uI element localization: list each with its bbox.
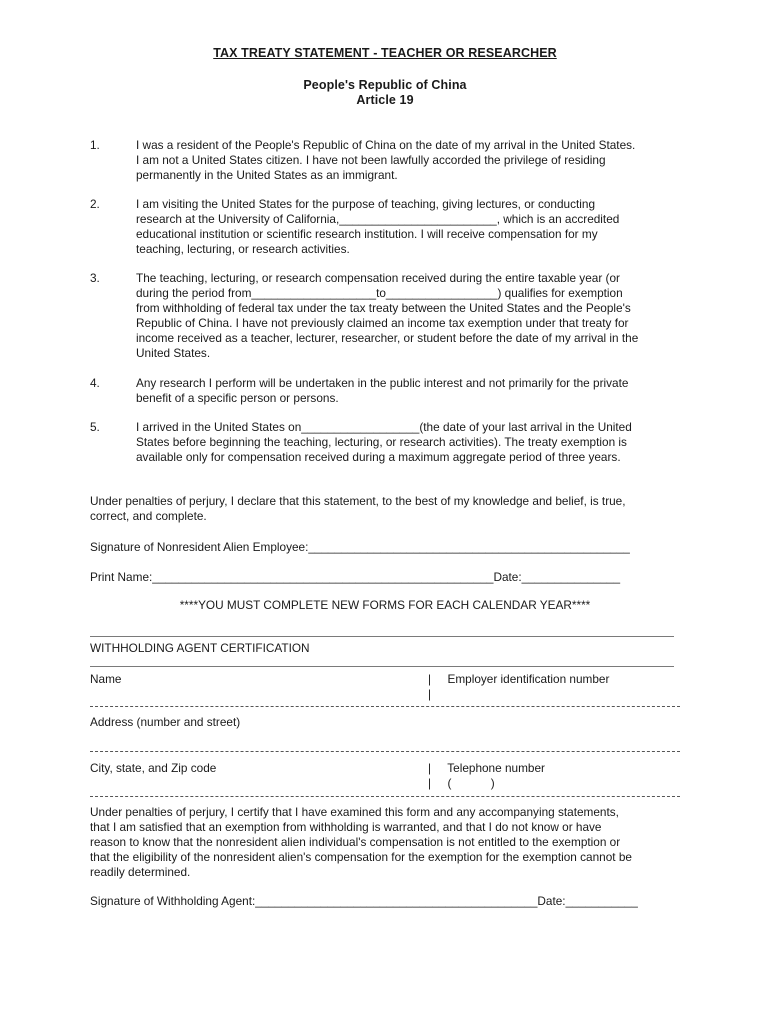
- ein-field[interactable]: | Employer identification number: [428, 672, 610, 686]
- item-line: benefit of a specific person or persons.: [136, 391, 339, 405]
- agent-name-field[interactable]: Name: [90, 672, 122, 686]
- certification-line: Under penalties of perjury, I certify that I have examined this form and any accompanying statements,: [90, 805, 619, 819]
- country-subtitle: People's Republic of China: [303, 78, 467, 92]
- item-text: [136, 138, 692, 183]
- item-line: educational institution or scientific research institution. I will receive compensation for my: [136, 227, 598, 241]
- item-number: 4.: [90, 376, 100, 390]
- item-line: permanently in the United States as an immigrant.: [136, 168, 398, 182]
- item-text: [136, 197, 692, 257]
- dashed-divider: [90, 751, 680, 752]
- declaration-text: [90, 494, 690, 524]
- article-subtitle: Article 19: [356, 93, 414, 107]
- section-divider: [90, 666, 674, 667]
- agent-city-field[interactable]: City, state, and Zip code: [90, 761, 217, 775]
- dashed-divider: [90, 796, 680, 797]
- item-line: income received as a teacher, lecturer, researcher, or student before the date of my arrival in the: [136, 331, 639, 345]
- certification-line: that the eligibility of the nonresident alien's compensation for the exemption for the exemption cannot be: [90, 850, 632, 864]
- item-text: [136, 376, 692, 406]
- university-field-line[interactable]: research at the University of California,________________________, which is an accredited: [136, 212, 620, 226]
- certification-line: that I am satisfied that an exemption from withholding is warranted, and that I do not know or have: [90, 820, 602, 834]
- declaration-line: correct, and complete.: [90, 509, 207, 523]
- telephone-field[interactable]: | Telephone number: [428, 761, 545, 775]
- item-line: United States.: [136, 346, 211, 360]
- dashed-divider: [90, 706, 680, 707]
- calendar-year-notice: ****YOU MUST COMPLETE NEW FORMS FOR EACH CALENDAR YEAR****: [179, 598, 591, 612]
- item-line: States before beginning the teaching, lecturing, or research activities). The treaty exemption is: [136, 435, 627, 449]
- telephone-parens: | ( ): [428, 776, 495, 790]
- column-separator: |: [428, 687, 432, 701]
- declaration-line: Under penalties of perjury, I declare that this statement, to the best of my knowledge and belief, is true,: [90, 494, 626, 508]
- certification-line: readily determined.: [90, 865, 191, 879]
- arrival-date-field-line[interactable]: I arrived in the United States on__________________(the date of your last arrival in the United: [136, 420, 632, 434]
- item-number: 3.: [90, 271, 100, 285]
- item-line: Any research I perform will be undertaken in the public interest and not primarily for the private: [136, 376, 629, 390]
- agent-signature-date-field[interactable]: Signature of Withholding Agent:___________________________________________Date:___________: [90, 894, 638, 908]
- agent-address-field[interactable]: Address (number and street): [90, 715, 241, 729]
- employee-signature-field[interactable]: Signature of Nonresident Alien Employee:_________________________________________________: [90, 540, 630, 554]
- item-number: 1.: [90, 138, 100, 152]
- item-line: teaching, lecturing, or research activities.: [136, 242, 350, 256]
- item-line: available only for compensation received during a maximum aggregate period of three years.: [136, 450, 621, 464]
- item-text: [136, 420, 692, 465]
- item-line: The teaching, lecturing, or research compensation received during the entire taxable year (or: [136, 271, 620, 285]
- agent-section-heading: WITHHOLDING AGENT CERTIFICATION: [90, 641, 310, 655]
- section-divider: [90, 636, 674, 637]
- item-line: I was a resident of the People's Republic of China on the date of my arrival in the United States.: [136, 138, 636, 152]
- item-line: Republic of China. I have not previously claimed an income tax exemption under that treaty for: [136, 316, 629, 330]
- item-number: 2.: [90, 197, 100, 211]
- print-name-date-field[interactable]: Print Name:____________________________________________________Date:_______________: [90, 570, 621, 584]
- item-text: [136, 271, 692, 361]
- period-field-line[interactable]: during the period from___________________to_________________) qualifies for exemption: [136, 286, 623, 300]
- certification-line: reason to know that the nonresident alien individual's compensation is not entitled to the exemption or: [90, 835, 621, 849]
- item-line: from withholding of federal tax under the tax treaty between the United States and the People's: [136, 301, 631, 315]
- form-title: TAX TREATY STATEMENT - TEACHER OR RESEARCHER: [213, 46, 557, 60]
- item-number: 5.: [90, 420, 100, 434]
- item-line: I am not a United States citizen. I have not been lawfully accorded the privilege of residing: [136, 153, 606, 167]
- item-line: I am visiting the United States for the purpose of teaching, giving lectures, or conducting: [136, 197, 596, 211]
- agent-certification-text: [90, 805, 690, 880]
